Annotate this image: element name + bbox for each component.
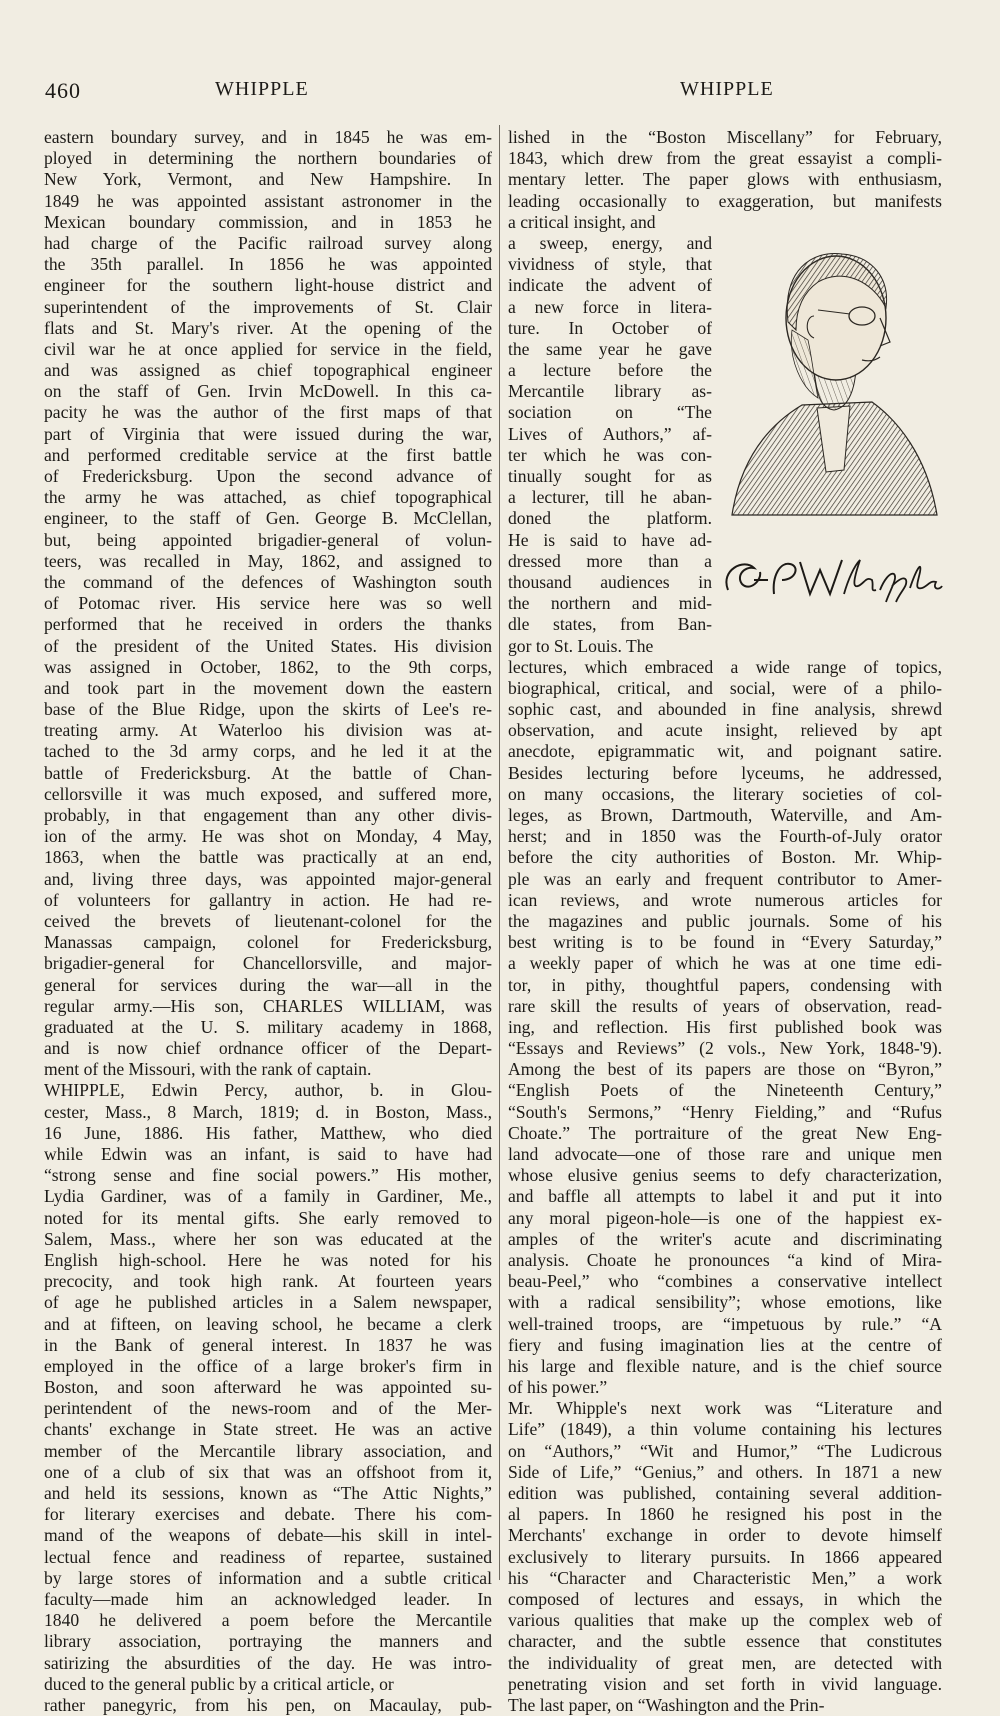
text-line: lished in the “Boston Miscellany” for February, [508,127,942,147]
text-line: exclusively to literary pursuits. In 1866 appeared [508,1546,942,1567]
text-line: observation, and acute insight, relieved by apt [508,720,942,741]
text-line: on “Authors,” “Wit and Humor,” “The Ludicrous [508,1440,942,1461]
text-line: ture. In October of [508,317,712,338]
text-line: a new force in litera- [508,296,712,317]
text-line: gor to St. Louis. The [508,635,654,656]
text-line: Merchants' exchange in order to devote himself [508,1525,942,1546]
text-line: fiery and fusing imagination lies at the centre of [508,1334,942,1355]
text-line: of the president of the United States. His division [44,635,492,656]
text-line: chants' exchange in State street. He was an active [44,1419,492,1440]
text-line: “English Poets of the Nineteenth Century,” [508,1080,942,1101]
text-line: Manassas campaign, colonel for Fredericksburg, [44,932,492,953]
text-line: mand of the weapons of debate—his skill in intel- [44,1525,492,1546]
text-line: Besides lecturing before lyceums, he addressed, [508,762,942,783]
text-line: Side of Life,” “Genius,” and others. In 1871 a new [508,1461,942,1482]
text-line: and held its sessions, known as “The Attic Nights,” [44,1483,492,1503]
text-line: employed in the office of a large broker's firm in [44,1355,492,1376]
text-line: 1843, which drew from the great essayist a compli- [508,148,942,169]
text-line: “Essays and Reviews” (2 vols., New York, 1848-'9). [508,1038,942,1059]
text-line: amples of the writer's acute and discriminating [508,1228,942,1249]
text-line: Salem, Mass., where her son was educated at the [44,1228,492,1249]
text-line: best writing is to be found in “Every Saturday,” [508,932,942,953]
text-line: by large stores of information and a subtle critical [44,1567,492,1588]
text-line: cellorsville it was much exposed, and suffered more, [44,783,492,804]
text-line: dle states, from Ban- [508,614,712,635]
text-line: the 35th parallel. In 1856 he was appointed [44,254,492,275]
text-line: duced to the general public by a critical article, or [44,1673,394,1694]
text-line: general for services during the war—all in the [44,974,492,995]
text-line: Mercantile library as- [508,381,712,402]
text-line: noted for its mental gifts. She early removed to [44,1207,492,1228]
text-line: tached to the 3d army corps, and he led it at the [44,741,492,762]
text-line: his “Character and Characteristic Men,” a work [508,1567,942,1588]
text-line: his large and flexible nature, and is the chief source [508,1355,942,1376]
text-line: indicate the advent of [508,275,712,296]
text-line: in the Bank of general interest. In 1837 he was [44,1334,492,1355]
text-line: and is now chief ordnance officer of the Depart- [44,1038,492,1059]
text-line: perintendent of the news-room and of the Mer- [44,1398,492,1419]
text-line: ment of the Missouri, with the rank of captain. [44,1059,372,1080]
text-line: base of the Blue Ridge, upon the skirts of Lee's re- [44,699,492,720]
text-line: rather panegyric, from his pen, on Macaulay, pub- [44,1694,492,1715]
text-line: the magazines and public journals. Some of his [508,910,942,931]
text-line: vividness of style, that [508,254,712,275]
text-line: brigadier-general for Chancellorsville, and major- [44,953,492,974]
text-line: New York, Vermont, and New Hampshire. In [44,169,492,190]
running-head-left: WHIPPLE [215,78,309,100]
text-line: He is said to have ad- [508,529,712,550]
text-line: 16 June, 1886. His father, Matthew, who died [44,1122,492,1143]
text-line: Mr. Whipple's next work was “Literature and [508,1398,942,1419]
text-line: a lecture before the [508,360,712,381]
text-line: and was assigned as chief topographical engineer [44,360,492,381]
text-line: part of Virginia that were issued during the war, [44,423,492,444]
text-line: doned the platform. [508,508,712,529]
left-column [44,127,492,1716]
text-line: Choate.” The portraiture of the great New Eng- [508,1122,942,1143]
text-line: while Edwin was an infant, is said to have had [44,1144,492,1164]
page-number: 460 [45,78,81,103]
text-line: performed that he received in orders the thanks [44,614,492,635]
text-line: biographical, critical, and social, were of a philo- [508,677,942,698]
text-line: regular army.—His son, CHARLES WILLIAM, was [44,995,492,1016]
text-line: penetrating vision and set forth in vivid language. [508,1673,942,1694]
page-header [0,78,1000,108]
text-line: eastern boundary survey, and in 1845 he was em- [44,127,492,147]
text-line: the northern and mid- [508,593,712,614]
text-line: of Potomac river. His service here was so well [44,593,492,614]
text-line: and at fifteen, on leaving school, he became a clerk [44,1313,492,1334]
text-line: 1863, when the battle was practically at an end, [44,847,492,868]
text-line: civil war he at once applied for service in the field, [44,338,492,359]
text-line: 1840 he delivered a poem before the Mercantile [44,1610,492,1631]
text-line: engineer for the southern light-house district and [44,275,492,296]
text-line: composed of lectures and essays, in which the [508,1588,942,1609]
text-line: treating army. At Waterloo his division was at- [44,720,492,741]
text-line: satirizing the absurdities of the day. He was intro- [44,1652,492,1673]
text-line: The last paper, on “Washington and the Prin- [508,1694,825,1715]
text-line: any moral pigeon-hole—is one of the happiest ex- [508,1207,942,1228]
text-line: edition was published, containing several addition- [508,1483,942,1503]
text-line: ployed in determining the northern boundaries of [44,148,492,169]
text-line: the army he was attached, as chief topographical [44,487,492,508]
text-line: on the staff of Gen. Irvin McDowell. In this ca- [44,381,492,402]
text-line: member of the Mercantile library association, and [44,1440,492,1461]
text-line: precocity, and took high rank. At fourteen years [44,1271,492,1292]
text-line: a critical insight, and [508,211,656,232]
text-line: ter which he was con- [508,444,712,465]
text-line: the individuality of great men, are detected with [508,1652,942,1673]
running-head-right: WHIPPLE [680,78,774,100]
text-line: whose elusive genius seems to defy characterization, [508,1165,942,1186]
text-line: herst; and in 1850 was the Fourth-of-July orator [508,826,942,847]
text-line: anecdote, epigrammatic wit, and poignant satire. [508,741,942,762]
text-line: sociation on “The [508,402,712,423]
text-line: tor, in pithy, thoughtful papers, condensing with [508,974,942,995]
text-line: probably, in that engagement than any other divis- [44,805,492,825]
text-line: one of a club of six that was an offshoot from it, [44,1461,492,1482]
text-line: Boston, and soon afterward he was appointed su- [44,1377,492,1398]
text-line: and baffle all attempts to label it and put it into [508,1186,942,1207]
text-line: had charge of the Pacific railroad survey along [44,232,492,253]
text-line: “South's Sermons,” “Henry Fielding,” and “Rufus [508,1101,942,1122]
portrait-engraving [722,230,940,520]
text-line: a weekly paper of which he was at one time edi- [508,953,942,974]
text-line: well-trained troops, are “impetuous by rule.” “A [508,1313,942,1334]
text-line: Lives of Authors,” af- [508,423,712,444]
text-line: rare skill the results of years of observation, read- [508,995,942,1016]
text-line: land advocate—one of those rare and unique men [508,1144,942,1164]
text-line: 1849 he was appointed assistant astronomer in the [44,190,492,211]
text-line: and took part in the movement down the eastern [44,677,492,698]
text-line: beau-Peel,” who “combines a conservative intellect [508,1271,942,1292]
text-line: and, living three days, was appointed major-general [44,868,492,889]
text-line: battle of Fredericksburg. At the battle of Chan- [44,762,492,783]
text-line: ceived the brevets of lieutenant-colonel for the [44,910,492,931]
text-line: on many occasions, the literary societies of col- [508,783,942,804]
text-line: WHIPPLE, Edwin Percy, author, b. in Glou- [44,1080,492,1101]
text-line: lectures, which embraced a wide range of topics, [508,656,942,677]
text-line: lectual fence and readiness of repartee, sustained [44,1546,492,1567]
text-line: the command of the defences of Washington south [44,571,492,592]
text-line: but, being appointed brigadier-general of volun- [44,529,492,550]
text-line: analysis. Choate he pronounces “a kind of Mira- [508,1249,942,1270]
text-line: faculty—made him an acknowledged leader. In [44,1588,492,1609]
text-line: flats and St. Mary's river. At the opening of the [44,317,492,338]
text-line: library association, portraying the manners and [44,1631,492,1652]
text-line: Among the best of its papers are those on “Byron,” [508,1059,942,1080]
text-line: of volunteers for gallantry in action. He had re- [44,889,492,910]
text-line: the same year he gave [508,338,712,359]
text-line: before the city authorities of Boston. Mr. Whip- [508,847,942,868]
text-line: character, and the subtle essence that constitutes [508,1631,942,1652]
text-line: ion of the army. He was shot on Monday, 4 May, [44,826,492,847]
text-line: teers, was recalled in May, 1862, and assigned to [44,550,492,571]
text-line: leges, as Brown, Dartmouth, Waterville, and Am- [508,805,942,825]
text-line: sophic cast, and abounded in fine analysis, shrewd [508,699,942,720]
signature [714,550,944,610]
text-line: of Fredericksburg. Upon the second advance of [44,466,492,486]
text-line: tinually sought for as [508,466,712,486]
text-line: cester, Mass., 8 March, 1819; d. in Boston, Mass., [44,1101,492,1122]
text-line: Mexican boundary commission, and in 1853 he [44,211,492,232]
column-divider [499,125,500,1580]
text-line: of age he published articles in a Salem newspaper, [44,1292,492,1313]
text-line: al papers. In 1860 he resigned his post in the [508,1504,942,1525]
text-line: superintendent of the improvements of St. Clair [44,296,492,317]
text-line: of his power.” [508,1377,608,1398]
text-line: dressed more than a [508,550,712,571]
text-line: mentary letter. The paper glows with enthusiasm, [508,169,942,190]
text-line: ple was an early and frequent contributor to Amer- [508,868,942,889]
text-line: for literary exercises and debate. There his com- [44,1504,492,1525]
text-line: leading occasionally to exaggeration, but manifests [508,190,942,211]
text-line: “strong sense and fine social powers.” His mother, [44,1165,492,1186]
text-line: ican reviews, and wrote numerous articles for [508,889,942,910]
text-line: was assigned in October, 1862, to the 9th corps, [44,656,492,677]
text-line: a sweep, energy, and [508,232,712,253]
text-line: a lecturer, till he aban- [508,487,712,508]
text-line: thousand audiences in [508,571,712,592]
text-line: Lydia Gardiner, was of a family in Gardiner, Me., [44,1186,492,1207]
text-line: Life” (1849), a thin volume containing his lectures [508,1419,942,1440]
text-line: various qualities that make up the complex web of [508,1610,942,1631]
text-line: with a radical sensibility”; whose emotions, like [508,1292,942,1313]
text-line: graduated at the U. S. military academy in 1868, [44,1016,492,1037]
text-line: English high-school. Here he was noted for his [44,1249,492,1270]
text-line: engineer, to the staff of Gen. George B. McClellan, [44,508,492,529]
text-line: ing, and reflection. His first published book was [508,1016,942,1037]
text-line: pacity he was the author of the first maps of that [44,402,492,423]
text-line: and performed creditable service at the first battle [44,444,492,465]
